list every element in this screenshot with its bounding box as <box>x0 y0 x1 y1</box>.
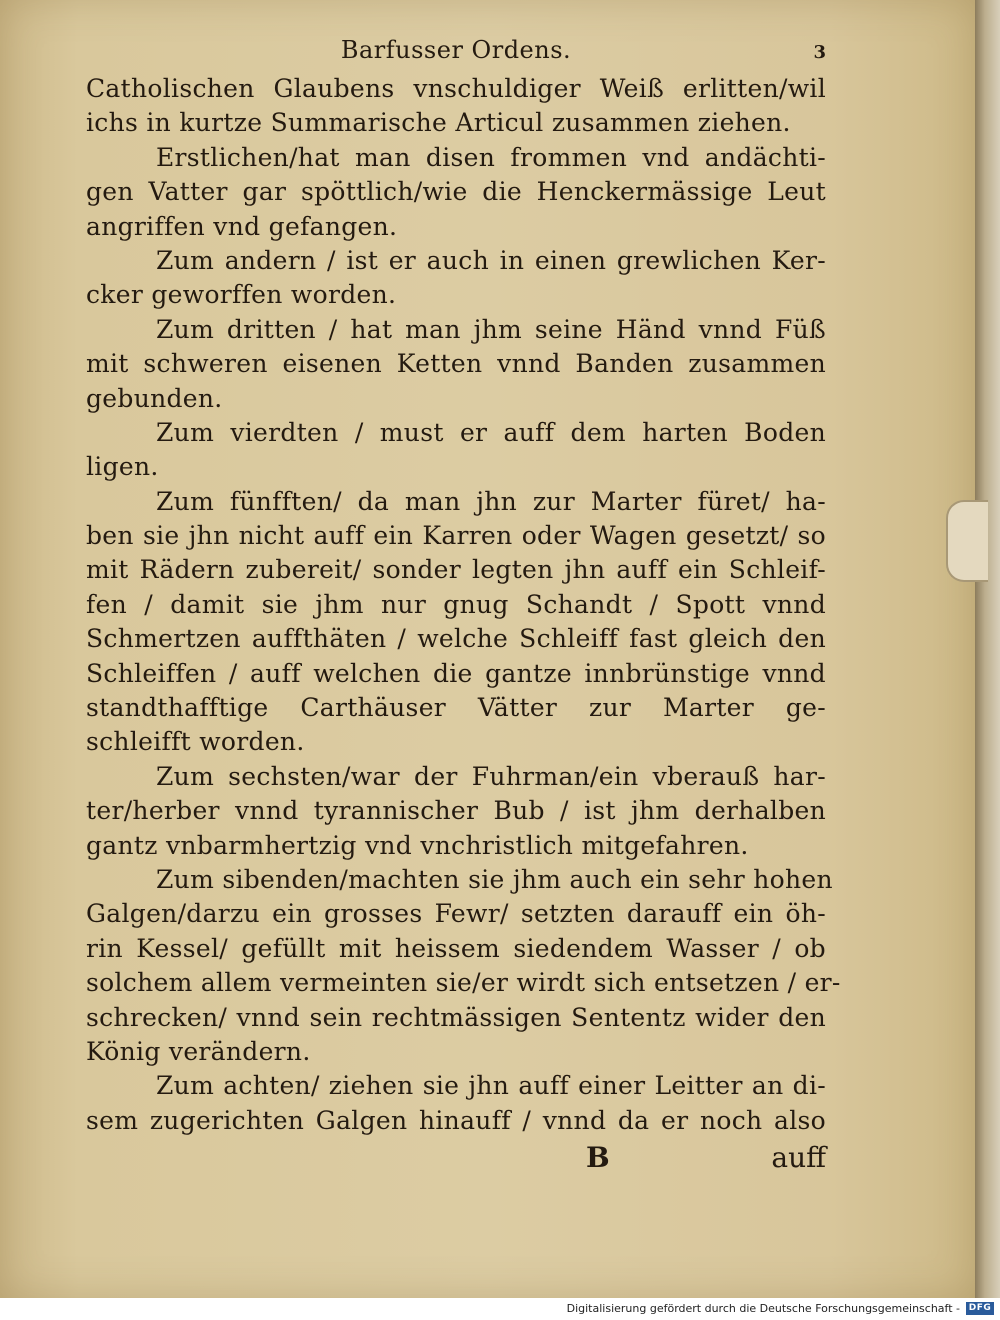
text-line: schrecken/ vnnd sein rechtmässigen Sententz wider den <box>86 1002 826 1032</box>
text-line: angriffen vnd gefangen. <box>86 211 398 241</box>
text-line: mit schweren eisenen Ketten vnnd Banden zusammen <box>86 349 826 379</box>
text-line: Erstlichen/hat man disen frommen vnd andächti- <box>156 142 826 172</box>
catchword: auff <box>771 1141 826 1175</box>
signature-mark: B <box>586 1141 610 1175</box>
text-line: ben sie jhn nicht auff ein Karren oder Wagen gesetzt/ so <box>86 521 826 551</box>
body-text <box>86 72 841 1138</box>
dfg-logo: DFG <box>966 1302 994 1315</box>
running-head <box>86 26 826 72</box>
footer-credit: Digitalisierung gefördert durch die Deutsche Forschungsgemeinschaft - <box>566 1302 960 1315</box>
text-line: Catholischen Glaubens vnschuldiger Weiß erlitten/wil <box>86 74 826 103</box>
page-clip-tab <box>946 500 988 582</box>
text-line: Schmertzen auffthäten / welche Schleiff fast gleich den <box>86 624 826 654</box>
text-block <box>86 26 841 1178</box>
text-line: gebunden. <box>86 383 223 413</box>
text-line: schleifft worden. <box>86 727 305 757</box>
text-line: Schleiffen / auff welchen die gantze innbrünstige vnnd <box>86 658 826 688</box>
text-line: Zum fünfften/ da man jhn zur Marter füret/ ha- <box>156 486 826 516</box>
text-line: gen Vatter gar spöttlich/wie die Henckermässige Leut <box>86 177 826 207</box>
text-line: Galgen/darzu ein grosses Fewr/ setzten darauff ein öh- <box>86 899 826 929</box>
text-line: mit Rädern zubereit/ sonder legten jhn auff ein Schleif- <box>86 555 826 585</box>
text-line: ligen. <box>86 452 159 482</box>
text-line: solchem allem vermeinten sie/er wirdt sich entsetzen / er- <box>86 968 841 998</box>
text-line: cker geworffen worden. <box>86 280 397 310</box>
text-line: Zum sibenden/machten sie jhm auch ein sehr hohen <box>156 864 833 894</box>
text-line: ichs in kurtze Summarische Articul zusammen ziehen. <box>86 108 791 138</box>
page-edge <box>975 0 1000 1298</box>
text-line: Zum sechsten/war der Fuhrman/ein vberauß har- <box>156 761 826 791</box>
text-line: rin Kessel/ gefüllt mit heissem siedendem Wasser / ob <box>86 933 826 963</box>
text-line: gantz vnbarmhertzig vnd vnchristlich mitgefahren. <box>86 830 749 860</box>
running-head-title: Barfusser Ordens. <box>340 36 572 64</box>
text-line: fen / damit sie jhm nur gnug Schandt / Spott vnnd <box>86 589 826 619</box>
text-line: Zum achten/ ziehen sie jhn auff einer Leitter an di- <box>156 1071 826 1101</box>
text-line: Zum dritten / hat man jhm seine Händ vnnd Füß <box>156 314 826 344</box>
text-line: Zum vierdten / must er auff dem harten Boden <box>156 417 826 447</box>
text-line: sem zugerichten Galgen hinauff / vnnd da er noch also <box>86 1105 826 1135</box>
text-line: König verändern. <box>86 1036 311 1066</box>
page-number: 3 <box>813 42 826 63</box>
text-line: ter/herber vnnd tyrannischer Bub / ist jhm derhalben <box>86 796 826 826</box>
footer-bar <box>0 1298 1000 1320</box>
catch-row <box>86 1138 826 1178</box>
text-line: Zum andern / ist er auch in einen grewlichen Ker- <box>156 245 826 275</box>
text-line: standthafftige Carthäuser Vätter zur Marter ge- <box>86 693 826 723</box>
